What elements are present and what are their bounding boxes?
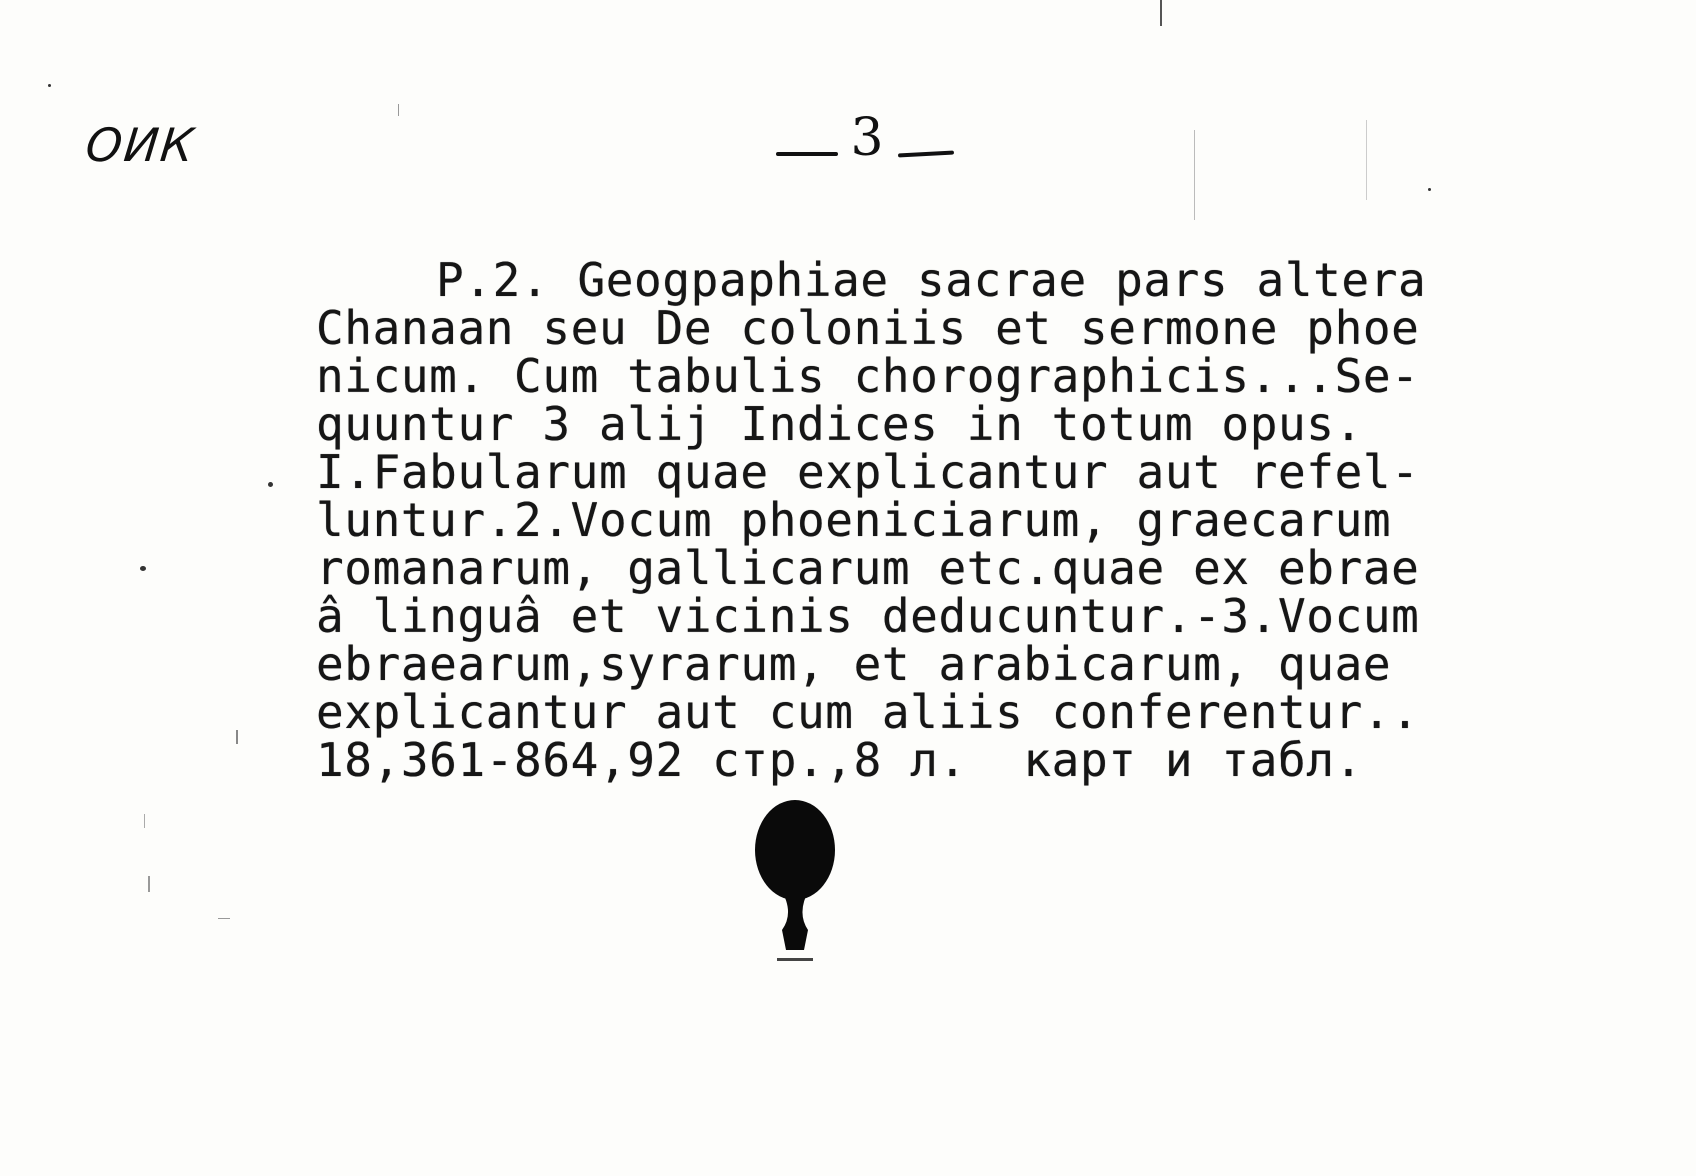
page-number-value: 3 — [850, 108, 884, 168]
scan-line — [1366, 120, 1367, 200]
entry-line: ebraearum,syrarum, et arabicarum, quae — [316, 637, 1392, 691]
scan-line — [144, 814, 145, 828]
scan-speck — [1428, 188, 1431, 191]
entry-line-collation: 18,361-864,92 стр.,8 л. карт и табл. — [316, 733, 1363, 787]
punch-hole-mark — [752, 800, 842, 970]
entry-line: romanarum, gallicarum etc.quae ex ebrae — [316, 541, 1420, 595]
entry-line: nicum. Cum tabulis chorographicis...Se- — [316, 349, 1420, 403]
scan-line — [398, 104, 399, 116]
scan-line — [218, 918, 230, 919]
scan-line — [1194, 130, 1195, 220]
scan-speck — [48, 84, 51, 87]
page-number-dash-right — [898, 151, 954, 158]
scan-speck — [268, 482, 273, 487]
entry-line: â linguâ et vicinis deducuntur.-3.Vocum — [316, 589, 1420, 643]
entry-line: P.2. Geogpaphiae sacrae pars altera — [436, 253, 1427, 307]
scan-line — [236, 730, 238, 744]
scan-line — [148, 876, 150, 892]
entry-line: I.Fabularum quae explicantur aut refel- — [316, 445, 1420, 499]
scan-speck — [140, 566, 146, 571]
handwritten-mark: ОИК — [83, 118, 199, 172]
scan-line — [1160, 0, 1162, 26]
page-number-dash-left — [776, 152, 838, 156]
entry-line: explicantur aut cum aliis conferentur.. — [316, 685, 1420, 739]
bibliographic-entry — [316, 253, 1536, 787]
page-number — [776, 108, 966, 182]
entry-line: quuntur 3 alij Indices in totum opus. — [316, 397, 1363, 451]
entry-line: Chanaan seu De coloniis et sermone phoe — [316, 301, 1420, 355]
entry-line: luntur.2.Vocum phoeniciarum, graecarum — [316, 493, 1392, 547]
